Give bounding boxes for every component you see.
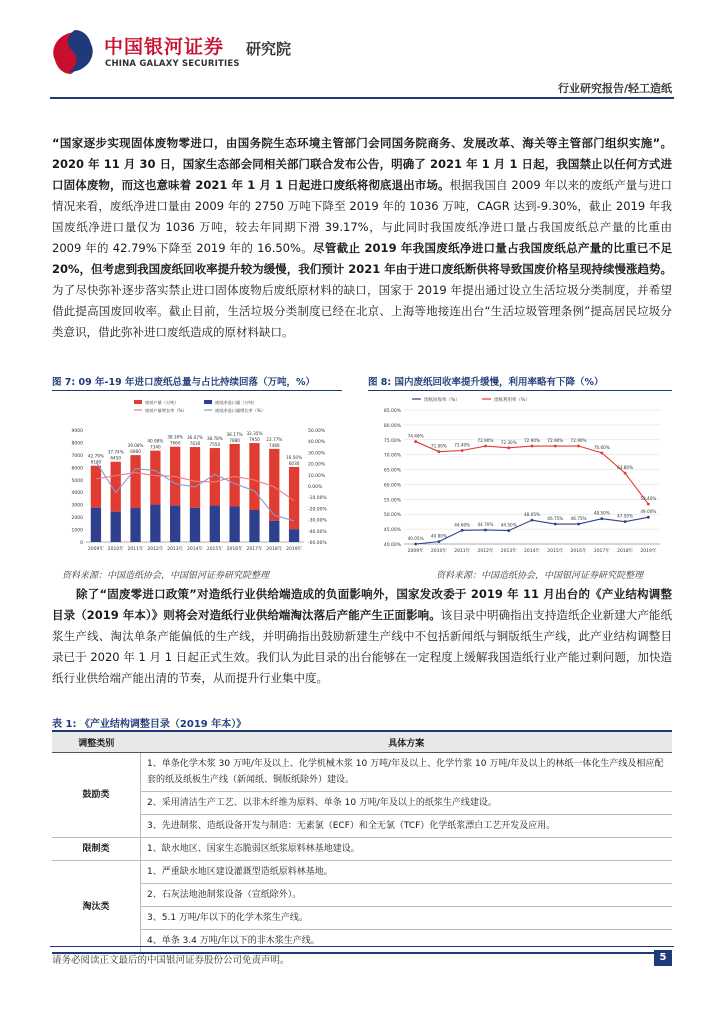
ratio-data-label: 37.74% bbox=[107, 449, 124, 455]
bar-net-import bbox=[91, 508, 101, 542]
point-data-label: 46.75% bbox=[570, 516, 587, 522]
brand-name-en: CHINA GALAXY SECURITIES bbox=[105, 59, 240, 69]
data-point bbox=[531, 445, 534, 448]
data-point bbox=[484, 529, 487, 532]
data-point bbox=[554, 523, 557, 526]
data-point bbox=[438, 540, 441, 543]
bar-data-label: 7480 bbox=[268, 442, 280, 448]
point-data-label: 46.75% bbox=[547, 516, 564, 522]
point-data-label: 70.60% bbox=[593, 444, 610, 450]
y-left-tick-label: 3000 bbox=[71, 503, 83, 509]
header-plan: 具体方案 bbox=[141, 731, 673, 753]
ratio-data-label: 40.98% bbox=[147, 438, 164, 444]
galaxy-logo-icon bbox=[47, 26, 99, 78]
bar-net-import bbox=[249, 510, 259, 542]
x-tick-label: 2011年 bbox=[127, 547, 144, 552]
table-row bbox=[52, 792, 672, 815]
y-left-tick-label: 0 bbox=[80, 541, 83, 546]
para1-text-2: 为了尽快弥补逐步落实禁止进口固体废物后废纸原材料的缺口，国家于 2019 年提出通过设立生活垃圾分类制度，并希望借此提高国废回收率。截止目前，生活垃圾分类制度已经在北京、上海等地接连出台“生活垃圾管理条例”提高居民垃圾分类意识，借此弥补进口废纸造成的原材料缺口。 bbox=[52, 283, 672, 339]
y-right-tick-label: -30.00% bbox=[308, 518, 327, 524]
x-tick-label: 2012年 bbox=[477, 549, 494, 554]
ratio-data-label: 39.08% bbox=[127, 443, 144, 449]
y-tick-label: 60.00% bbox=[383, 483, 401, 489]
y-right-tick-label: -60.00% bbox=[308, 541, 327, 546]
x-tick-label: 2019年 bbox=[286, 547, 303, 552]
point-data-label: 48.05% bbox=[524, 512, 540, 518]
bar-net-import bbox=[210, 506, 220, 542]
footer-divider bbox=[50, 946, 674, 947]
point-data-label: 63.80% bbox=[617, 465, 634, 471]
x-tick-label: 2019年 bbox=[640, 549, 657, 554]
bar-import bbox=[249, 443, 259, 510]
category-eliminated: 淘汰类 bbox=[52, 861, 141, 954]
header-divider bbox=[50, 97, 674, 99]
data-point bbox=[624, 472, 627, 475]
point-data-label: 53.40% bbox=[640, 496, 657, 502]
bar-data-label: 6980 bbox=[130, 449, 141, 455]
point-data-label: 71.00% bbox=[430, 443, 447, 449]
table-row bbox=[52, 838, 672, 861]
y-tick-label: 55.00% bbox=[383, 498, 401, 504]
point-data-label: 74.48% bbox=[407, 433, 424, 439]
point-data-label: 71.40% bbox=[454, 442, 471, 448]
figure-8-rule bbox=[368, 390, 672, 391]
para2-text-1: 该目录中明确指出支持造纸企业新建大产能纸浆生产线、淘汰单条产能偏低的生产线，并明确指出鼓励新建生产线中不包括新闻纸与铜版纸生产线，此产业结构调整目录已于 2020 年 1 月 1 日起正式生效。我们认为此目录的出台能够在一定程度上缓解我国造纸行业产能过剩问题，加快造纸行业供给端产能出清的节奏，从而提升行业集中度。 bbox=[52, 608, 672, 685]
para1-bold-1: “国家逐步实现固体废物零进口，由国务院生态环境主管部门会同国务院商务、发展改革、海关等主管部门组织实施”。2020 年 11 月 30 日，国家生态部会同相关部门联合发布公告，明确了 2021 年 1 月 1 日起，我国禁止以任何方式进口固体废物，而这也意味着 2021 年 1 月 1 日起进口废纸将彻底退出市场。 bbox=[52, 136, 672, 192]
data-point bbox=[624, 520, 627, 523]
data-point bbox=[461, 449, 464, 452]
bar-import bbox=[130, 455, 140, 508]
table-cell: 1、单条化学木浆 30 万吨/年及以上、化学机械木浆 10 万吨/年及以上、化学竹浆 10 万吨/年及以上的林纸一体化生产线及相应配套的纸及纸板生产线（新闻纸、铜版纸除外）建设。 bbox=[141, 753, 673, 792]
figure-7-rule bbox=[52, 390, 342, 391]
table-row bbox=[52, 930, 672, 954]
figure-8-source: 资料来源：中国造纸协会，中国银河证券研究院整理 bbox=[436, 571, 644, 581]
bar-net-import bbox=[150, 505, 160, 542]
ratio-data-label: 36.17% bbox=[226, 431, 243, 437]
data-point bbox=[438, 450, 441, 453]
x-tick-label: 2014年 bbox=[524, 549, 540, 554]
point-data-label: 44.60% bbox=[454, 522, 471, 528]
x-tick-label: 2015年 bbox=[547, 549, 564, 554]
x-tick-label: 2018年 bbox=[266, 547, 283, 552]
para2-bold-1: 除了“固废零进口政策”对造纸行业供给端造成的负面影响外，国家发改委于 2019 年 11 月出台的《产业结构调整目录（2019 年本）》则将会对造纸行业供给端淘汰落后产能产生正面影响。 bbox=[52, 587, 672, 622]
x-tick-label: 2010年 bbox=[107, 547, 124, 552]
y-tick-label: 85.00% bbox=[383, 409, 401, 414]
point-data-label: 72.90% bbox=[547, 438, 564, 444]
bar-import bbox=[190, 447, 200, 508]
legend-entry: 废纸产量（万吨） bbox=[145, 400, 179, 405]
data-point bbox=[484, 445, 487, 448]
table-header-row bbox=[52, 731, 672, 753]
bar-data-label: 7950 bbox=[249, 437, 260, 443]
bar-data-label: 7660 bbox=[169, 440, 181, 446]
table-row bbox=[52, 861, 672, 884]
para1-text-1: 根据我国自 2009 年以来的废纸产量与进口情况来看，废纸净进口量由 2009 年的 2750 万吨下降至 2019 年的 1036 万吨，CAGR 达到-9.30%，截止 2019 年我国废纸净进口量仅为 1036 万吨，较去年同期下滑 39.17%，与此同时我国废纸净进口量占我国废纸总产量的比重由 2009 年的 42.79%下降至 2019 年的 16.50%。 bbox=[52, 178, 672, 255]
body-paragraph-1 bbox=[52, 133, 672, 343]
y-right-tick-label: -10.00% bbox=[308, 496, 327, 502]
bar-net-import bbox=[289, 529, 299, 542]
ratio-data-label: 22.77% bbox=[266, 436, 283, 442]
y-right-tick-label: -20.00% bbox=[308, 507, 327, 513]
legend-entry: 废纸净进口量（万吨） bbox=[215, 400, 257, 405]
legend-entry: 废纸净进口量增长率（%） bbox=[215, 408, 266, 413]
x-tick-label: 2015年 bbox=[206, 547, 223, 552]
x-tick-label: 2016年 bbox=[570, 549, 587, 554]
table-1-title: 表 1: 《产业结构调整目录（2019 年本）》 bbox=[52, 719, 247, 730]
table-cell: 2、石灰法地池制浆设备（宣纸除外）。 bbox=[141, 884, 673, 907]
point-data-label: 48.50% bbox=[593, 510, 610, 516]
bar-data-label: 6450 bbox=[110, 455, 122, 461]
y-left-tick-label: 7000 bbox=[71, 453, 83, 459]
data-point bbox=[647, 516, 650, 519]
bar-data-label: 6030 bbox=[288, 460, 300, 466]
table-cell: 1、缺水地区、国家生态脆弱区纸浆原料林基地建设。 bbox=[141, 838, 673, 861]
bar-net-import bbox=[190, 508, 200, 542]
report-type: 行业研究报告/轻工造纸 bbox=[557, 82, 672, 95]
data-point bbox=[577, 523, 580, 526]
y-right-tick-label: 50.00% bbox=[308, 429, 326, 434]
data-point bbox=[507, 446, 510, 449]
table-cell: 3、5.1 万吨/年以下的化学木浆生产线。 bbox=[141, 907, 673, 930]
y-right-tick-label: -40.00% bbox=[308, 529, 327, 535]
bar-data-label: 7630 bbox=[189, 441, 201, 447]
point-data-label: 44.50% bbox=[500, 522, 517, 528]
table-row bbox=[52, 907, 672, 930]
point-data-label: 72.90% bbox=[477, 438, 494, 444]
figure-8-title: 图 8: 国内废纸回收率提升缓慢，利用率略有下降（%） bbox=[368, 377, 604, 388]
point-data-label: 72.30% bbox=[500, 439, 517, 445]
page-header bbox=[0, 0, 724, 100]
data-point bbox=[600, 517, 603, 520]
bar-import bbox=[91, 466, 101, 508]
point-data-label: 72.90% bbox=[524, 438, 540, 444]
bar-data-label: 7880 bbox=[229, 437, 240, 443]
footer-disclaimer: 请务必阅读正文最后的中国银河证券股份公司免责声明。 bbox=[52, 955, 290, 966]
y-tick-label: 50.00% bbox=[383, 513, 401, 519]
x-tick-label: 2017年 bbox=[246, 547, 263, 552]
table-row bbox=[52, 815, 672, 838]
y-left-tick-label: 1000 bbox=[71, 528, 83, 534]
data-point bbox=[600, 451, 603, 454]
y-right-tick-label: 20.00% bbox=[308, 462, 326, 468]
category-encouraged: 鼓励类 bbox=[52, 753, 141, 838]
data-point bbox=[507, 529, 510, 532]
data-point bbox=[461, 529, 464, 532]
data-point bbox=[577, 445, 580, 448]
x-tick-label: 2012年 bbox=[147, 547, 164, 552]
bar-net-import bbox=[111, 512, 121, 542]
y-left-tick-label: 4000 bbox=[71, 491, 83, 497]
x-tick-label: 2017年 bbox=[593, 549, 610, 554]
legend-entry: 废纸产量增长率（%） bbox=[145, 408, 187, 413]
y-right-tick-label: 30.00% bbox=[308, 451, 326, 457]
bar-net-import bbox=[269, 521, 279, 542]
table-row bbox=[52, 884, 672, 907]
para1-bold-2: 尽管截止 2019 年我国废纸净进口量占我国废纸总产量的比重已不足 20%，但考虑到我国废纸回收率提升较为缓慢，我们预计 2021 年由于进口废纸断供将导致国废价格呈现持续慢涨趋势。 bbox=[52, 241, 673, 276]
y-left-tick-label: 2000 bbox=[71, 516, 83, 522]
y-left-tick-label: 5000 bbox=[71, 478, 83, 484]
figure-7-chart bbox=[52, 394, 342, 560]
ratio-data-label: 16.50% bbox=[286, 454, 303, 460]
x-tick-label: 2018年 bbox=[617, 549, 634, 554]
x-tick-label: 2016年 bbox=[226, 547, 243, 552]
table-row bbox=[52, 753, 672, 792]
x-tick-label: 2013年 bbox=[167, 547, 184, 552]
ratio-data-label: 32.35% bbox=[246, 431, 263, 437]
figure-8-chart bbox=[368, 394, 672, 560]
y-right-tick-label: 10.00% bbox=[308, 473, 326, 479]
bar-net-import bbox=[229, 507, 239, 542]
data-point bbox=[647, 503, 650, 506]
ratio-data-label: 38.78% bbox=[206, 436, 223, 442]
table-cell: 3、先进制浆、造纸设备开发与制造：无素氯（ECF）和全无氯（TCF）化学纸浆漂白工艺开发及应用。 bbox=[141, 815, 673, 838]
point-data-label: 40.05% bbox=[407, 536, 424, 541]
ratio-data-label: 38.16% bbox=[167, 434, 184, 440]
figure-7-title: 图 7: 09 年-19 年进口废纸总量与占比持续回落（万吨，%） bbox=[52, 377, 316, 388]
table-cell: 1、严重缺水地区建设灌溉型造纸原料林基地。 bbox=[141, 861, 673, 884]
bar-data-label: 6130 bbox=[90, 459, 102, 465]
body-paragraph-2 bbox=[52, 584, 672, 689]
category-restricted: 限制类 bbox=[52, 838, 141, 861]
point-data-label: 44.70% bbox=[477, 522, 494, 528]
x-tick-label: 2014年 bbox=[187, 547, 203, 552]
x-tick-label: 2009年 bbox=[407, 549, 424, 554]
legend-swatch bbox=[204, 400, 212, 404]
bar-data-label: 7550 bbox=[209, 442, 221, 448]
y-right-tick-label: 0.00% bbox=[308, 485, 323, 490]
table-cell: 4、单条 3.4 万吨/年以下的非木浆生产线。 bbox=[141, 930, 673, 954]
point-data-label: 72.90% bbox=[570, 438, 587, 444]
x-tick-label: 2011年 bbox=[454, 549, 471, 554]
legend-entry: 废纸回收率（%） bbox=[424, 398, 460, 403]
data-point bbox=[531, 519, 534, 522]
bar-data-label: 7340 bbox=[150, 444, 161, 450]
x-tick-label: 2009年 bbox=[87, 547, 104, 552]
x-tick-label: 2010年 bbox=[430, 549, 447, 554]
y-left-tick-label: 6000 bbox=[71, 466, 83, 472]
brand-name-cn: 中国银河证券 bbox=[104, 36, 225, 58]
table-cell: 2、采用清洁生产工艺、以非木纤维为原料、单条 10 万吨/年及以上的纸浆生产线建设。 bbox=[141, 792, 673, 815]
y-tick-label: 65.00% bbox=[383, 468, 401, 474]
legend-swatch bbox=[134, 400, 142, 404]
ratio-data-label: 42.79% bbox=[87, 453, 104, 459]
institute-label: 研究院 bbox=[246, 40, 292, 58]
header-category: 调整类别 bbox=[52, 731, 141, 753]
policy-table bbox=[52, 730, 672, 954]
ratio-data-label: 36.07% bbox=[187, 435, 203, 441]
data-point bbox=[414, 440, 417, 443]
bar-net-import bbox=[170, 506, 180, 542]
data-point bbox=[554, 445, 557, 448]
y-tick-label: 70.00% bbox=[383, 453, 401, 459]
bar-net-import bbox=[130, 508, 140, 542]
point-data-label: 47.50% bbox=[617, 513, 634, 519]
y-tick-label: 45.00% bbox=[383, 528, 401, 534]
data-point bbox=[414, 543, 417, 546]
bar-import bbox=[229, 444, 239, 507]
page-number: 5 bbox=[654, 950, 672, 966]
bar-import bbox=[150, 451, 160, 505]
y-tick-label: 40.00% bbox=[383, 543, 401, 548]
x-tick-label: 2013年 bbox=[500, 549, 517, 554]
figure-7-source: 资料来源：中国造纸协会，中国银河证券研究院整理 bbox=[62, 571, 270, 581]
y-left-tick-label: 8000 bbox=[71, 441, 83, 447]
point-data-label: 40.80% bbox=[430, 533, 447, 539]
y-right-tick-label: 40.00% bbox=[308, 440, 326, 446]
y-tick-label: 80.00% bbox=[383, 423, 401, 429]
y-tick-label: 75.00% bbox=[383, 438, 401, 444]
point-data-label: 49.00% bbox=[640, 509, 657, 515]
legend-entry: 废纸利用率（%） bbox=[494, 398, 530, 403]
y-left-tick-label: 9000 bbox=[71, 429, 83, 434]
